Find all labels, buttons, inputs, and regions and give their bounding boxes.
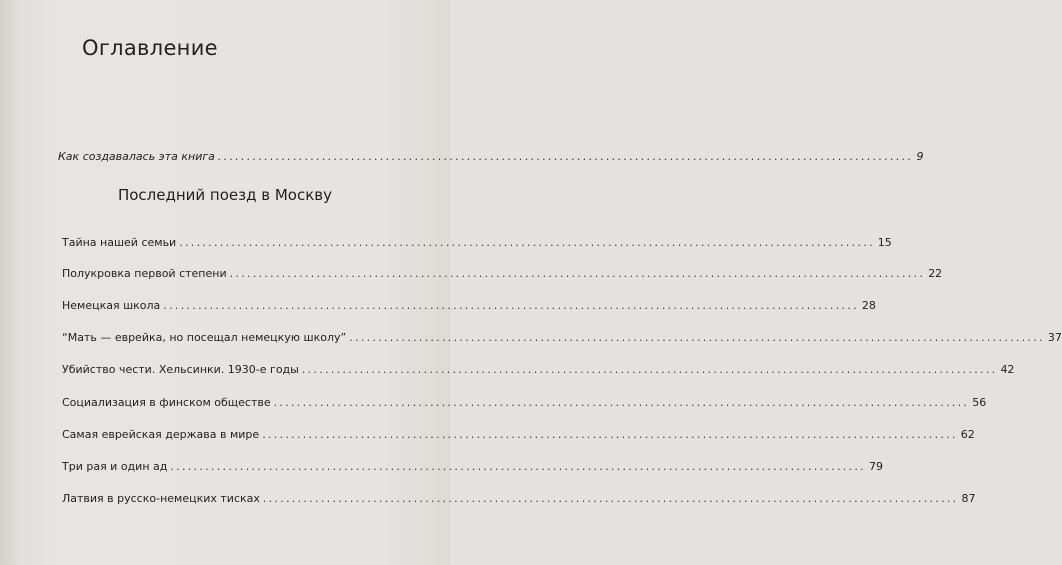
dot-leader: ........................................................................................................................ xyxy=(301,363,998,376)
toc-entry-page: 79 xyxy=(868,460,883,473)
toc-entry-title: Тайна нашей семьи xyxy=(62,236,177,249)
toc-entry-page: 62 xyxy=(960,428,975,441)
dot-leader: ........................................................................................................................ xyxy=(229,267,926,280)
toc-entry xyxy=(62,460,883,473)
toc-entry xyxy=(62,299,876,312)
toc-entry xyxy=(62,331,1062,344)
toc-entry-title: Три рая и один ад xyxy=(62,460,168,473)
toc-entry-title: Социализация в финском обществе xyxy=(62,396,271,409)
toc-entry-intro xyxy=(58,150,924,163)
toc-entry-page: 22 xyxy=(928,267,943,280)
toc-entry xyxy=(62,396,987,409)
toc-entry-page: 9 xyxy=(916,150,924,163)
dot-leader: ........................................................................................................................ xyxy=(179,236,875,249)
toc-entry-title: Как создавалась эта книга xyxy=(58,150,215,163)
toc-entry-page: 42 xyxy=(1000,363,1015,376)
toc-entry-title: Немецкая школа xyxy=(62,299,161,312)
toc-entry xyxy=(62,428,975,441)
toc-entry xyxy=(62,363,1015,376)
toc-entry xyxy=(62,492,976,505)
toc-entry-page: 28 xyxy=(861,299,876,312)
toc-entry-title: Самая еврейская держава в мире xyxy=(62,428,260,441)
toc-entry-title: Убийство чести. Хельсинки. 1930-е годы xyxy=(62,363,299,376)
toc-entry-title: Полукровка первой степени xyxy=(62,267,227,280)
toc-entry xyxy=(62,267,943,280)
toc-entry-page: 87 xyxy=(961,492,976,505)
section-title: Последний поезд в Москву xyxy=(117,186,333,204)
toc-entry xyxy=(62,236,892,249)
toc-entry-page: 56 xyxy=(972,396,987,409)
dot-leader: ........................................................................................................................ xyxy=(163,299,859,312)
dot-leader: ........................................................................................................................ xyxy=(217,150,914,163)
dot-leader: ........................................................................................................................ xyxy=(262,492,959,505)
toc-entry-title: Латвия в русско-немецких тисках xyxy=(62,492,260,505)
dot-leader: ........................................................................................................................ xyxy=(273,396,970,409)
toc-entry-page: 15 xyxy=(877,236,892,249)
toc-entry-page: 37 xyxy=(1047,331,1062,344)
dot-leader: ........................................................................................................................ xyxy=(170,460,866,473)
dot-leader: ........................................................................................................................ xyxy=(262,428,958,441)
dot-leader: ........................................................................................................................ xyxy=(349,331,1045,344)
toc-entry-title: “Мать — еврейка, но посещал немецкую школу” xyxy=(62,331,347,344)
page-heading: Оглавление xyxy=(82,36,218,60)
